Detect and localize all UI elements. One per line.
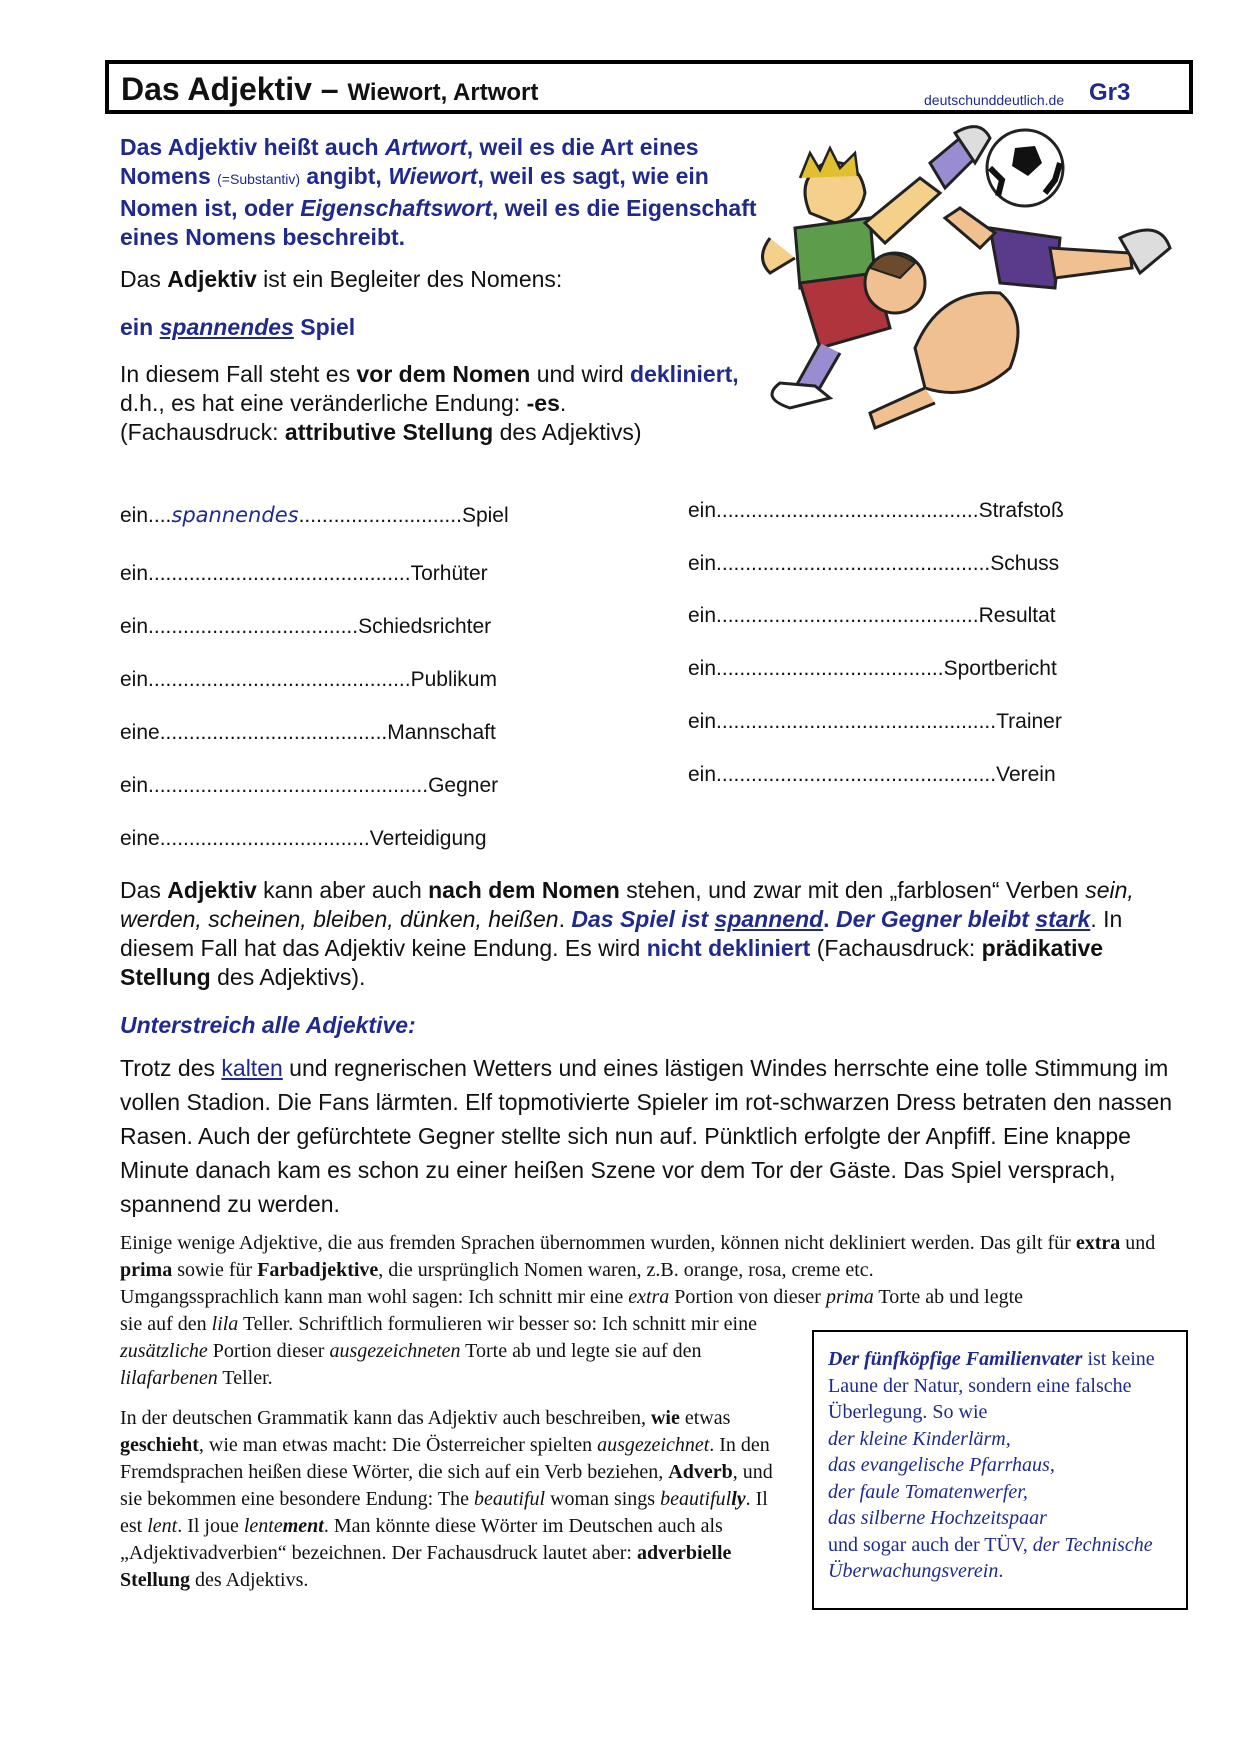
fill-line[interactable]: ein.............................................Strafstoß: [688, 499, 1064, 522]
exercise-story[interactable]: Trotz des kalten und regnerischen Wetters und eines lästigen Windes herrschte eine tolle Stimmung im vollen Stadion. Die Fans lärmten. Elf topmotivierte Spieler im rot-schwarzen Dress betraten den nassen Rasen. Auch der gefürchtete Gegner stellte sich nun auf. Pünktlich erfolgte der Anpfiff. Eine knappe Minute danach kam es schon zu einer heißen Szene vor dem Tor der Gäste. Das Spiel versprach, spannend zu werden.: [120, 1055, 1173, 1217]
fill-line[interactable]: ein....................................Schiedsrichter: [120, 615, 492, 638]
page-title: [121, 71, 538, 108]
fill-line[interactable]: ein.............................................Torhüter: [120, 562, 488, 585]
example-answer: spannendes: [171, 503, 299, 527]
example-phrase: ein spannendes Spiel: [120, 314, 356, 340]
fill-line[interactable]: ein...............................................Schuss: [688, 552, 1060, 575]
title-main: Das Adjektiv: [121, 71, 312, 107]
intro-paragraph: Das Adjektiv heißt auch Artwort, weil es die Art eines Nomens (=Substantiv) angibt, Wiewort, weil es sagt, wie ein Nomen ist, oder Eigenschaftswort, weil es die Eigenschaft eines Nomens beschreibt.: [120, 134, 757, 250]
header-box: [105, 60, 1193, 114]
football-players-illustration: [700, 118, 1190, 438]
title-dash: –: [311, 71, 348, 107]
underlined-adjective: kalten: [221, 1055, 283, 1081]
note-foreign-adjectives-cont: sie auf den lila Teller. Schriftlich formulieren wir besser so: Ich schnitt mir eine zusätzliche Portion dieser ausgezeichneten Torte ab und legte sie auf den lilafarbenen Teller.: [120, 1313, 757, 1389]
fill-line[interactable]: ein................................................Verein: [688, 763, 1056, 786]
grade-level: Gr3: [1089, 79, 1131, 106]
note-adverbial: In der deutschen Grammatik kann das Adjektiv auch beschreiben, wie etwas geschieht, wie man etwas macht: Die Österreicher spielten ausgezeichnet. In den Fremdsprachen heißen diese Wörter, die sich auf ein Verb beziehen, Adverb, und sie bekommen eine besondere Endung: The beautiful woman sings beautifully. Il est lent. Il joue lentement. Man könnte diese Wörter im Deutschen auch als „Adjektivadverbien“ bezeichnen. Der Fachausdruck lautet aber: adverbielle Stellung des Adjektivs.: [120, 1407, 773, 1591]
fill-line[interactable]: eine....................................Verteidigung: [120, 827, 487, 850]
jumping-player-drawing: [865, 208, 1170, 428]
explain-paragraph: In diesem Fall steht es vor dem Nomen und wird dekliniert, d.h., es hat eine veränderliche Endung: -es. (Fachausdruck: attributive Stellung des Adjektivs): [120, 361, 739, 445]
soccer-ball-drawing: [987, 130, 1063, 206]
site-name: deutschunddeutlich.de: [924, 92, 1065, 108]
fill-line[interactable]: ein................................................Trainer: [688, 710, 1062, 733]
fill-line: ein....spannendes............................Spiel: [120, 503, 509, 527]
note-foreign-adjectives: Einige wenige Adjektive, die aus fremden Sprachen übernommen wurden, können nicht dekliniert werden. Das gilt für extra und prima sowie für Farbadjektive, die ursprünglich Nomen waren, z.B. orange, rosa, creme etc. Umgangssprachlich kann man wohl sagen: Ich schnitt mir eine extra Portion von dieser prima Torte ab und legte: [120, 1232, 1156, 1308]
fill-line[interactable]: eine.......................................Mannschaft: [120, 721, 496, 744]
fill-line[interactable]: ein................................................Gegner: [120, 774, 499, 797]
title-subtitle: Wiewort, Artwort: [347, 79, 539, 106]
fill-line[interactable]: ein.............................................Resultat: [688, 604, 1056, 627]
fill-line[interactable]: ein.............................................Publikum: [120, 668, 497, 691]
begleiter-text: Das Adjektiv ist ein Begleiter des Nomens:: [120, 266, 563, 292]
predicative-paragraph: Das Adjektiv kann aber auch nach dem Nomen stehen, und zwar mit den „farblosen“ Verben sein, werden, scheinen, bleiben, dünken, heißen. Das Spiel ist spannend. Der Gegner bleibt stark. In diesem Fall hat das Adjektiv keine Endung. Es wird nicht dekliniert (Fachausdruck: prädikative Stellung des Adjektivs).: [120, 877, 1134, 990]
task-heading: Unterstreich alle Adjektive:: [120, 1012, 416, 1038]
fill-line[interactable]: ein.......................................Sportbericht: [688, 657, 1057, 680]
familienvater-box: Der fünfköpfige Familienvater ist keine Laune der Natur, sondern eine falsche Überlegung. So wie der kleine Kinderlärm, das evangelische Pfarrhaus, der faule Tomatenwerfer, das silberne Hochzeitspaar und sogar auch der TÜV, der Technische Überwachungsverein.: [812, 1330, 1188, 1610]
